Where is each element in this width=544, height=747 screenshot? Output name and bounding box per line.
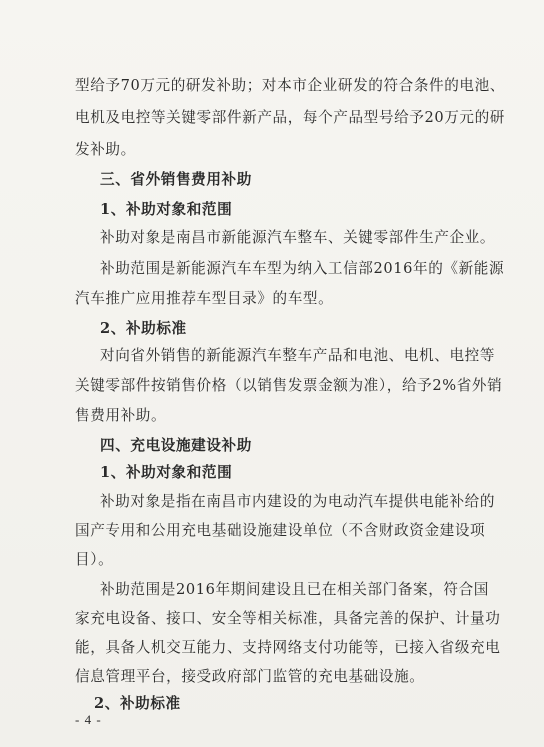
- text-line: 补助范围是新能源汽车车型为纳入工信部2016年的《新能源: [100, 260, 505, 277]
- subsection-heading: 1、补助对象和范围: [100, 201, 233, 218]
- page-number: - 4 -: [75, 712, 102, 727]
- text-line: 目）。: [75, 551, 114, 568]
- subsection-heading: 2、补助标准: [100, 320, 187, 337]
- subsection-heading: 2、补助标准: [94, 695, 181, 712]
- text-line: 补助对象是南昌市新能源汽车整车、关键零部件生产企业。: [100, 229, 496, 246]
- text-line: 补助对象是指在南昌市内建设的为电动汽车提供电能补给的: [100, 493, 496, 510]
- section-heading: 四、充电设施建设补助: [100, 437, 252, 454]
- text-line: 家充电设备、接口、安全等相关标准，具备完善的保护、计量功: [75, 610, 501, 627]
- text-line: 关键零部件按销售价格（以销售发票金额为准），给予2%省外销: [75, 377, 503, 394]
- text-line: 汽车推广应用推荐车型目录》的车型。: [75, 290, 334, 307]
- text-line: 售费用补助。: [75, 407, 167, 424]
- text-line: 补助范围是2016年期间建设且已在相关部门备案，符合国: [100, 581, 489, 598]
- section-heading: 三、省外销售费用补助: [100, 171, 252, 188]
- text-line: 发补助。: [75, 141, 136, 158]
- subsection-heading: 1、补助对象和范围: [100, 464, 233, 481]
- text-line: 信息管理平台，接受政府部门监管的充电基础设施。: [75, 668, 425, 685]
- text-line: 国产专用和公用充电基础设施建设单位（不含财政资金建设项: [75, 522, 486, 539]
- text-line: 能，具备人机交互能力、支持网络支付功能等，已接入省级充电: [75, 639, 501, 656]
- text-line: 对向省外销售的新能源汽车整车产品和电池、电机、电控等: [100, 347, 496, 364]
- text-line: 电机及电控等关键零部件新产品，每个产品型号给予20万元的研: [75, 109, 506, 126]
- text-line: 型给予70万元的研发补助；对本市企业研发的符合条件的电池、: [75, 77, 506, 94]
